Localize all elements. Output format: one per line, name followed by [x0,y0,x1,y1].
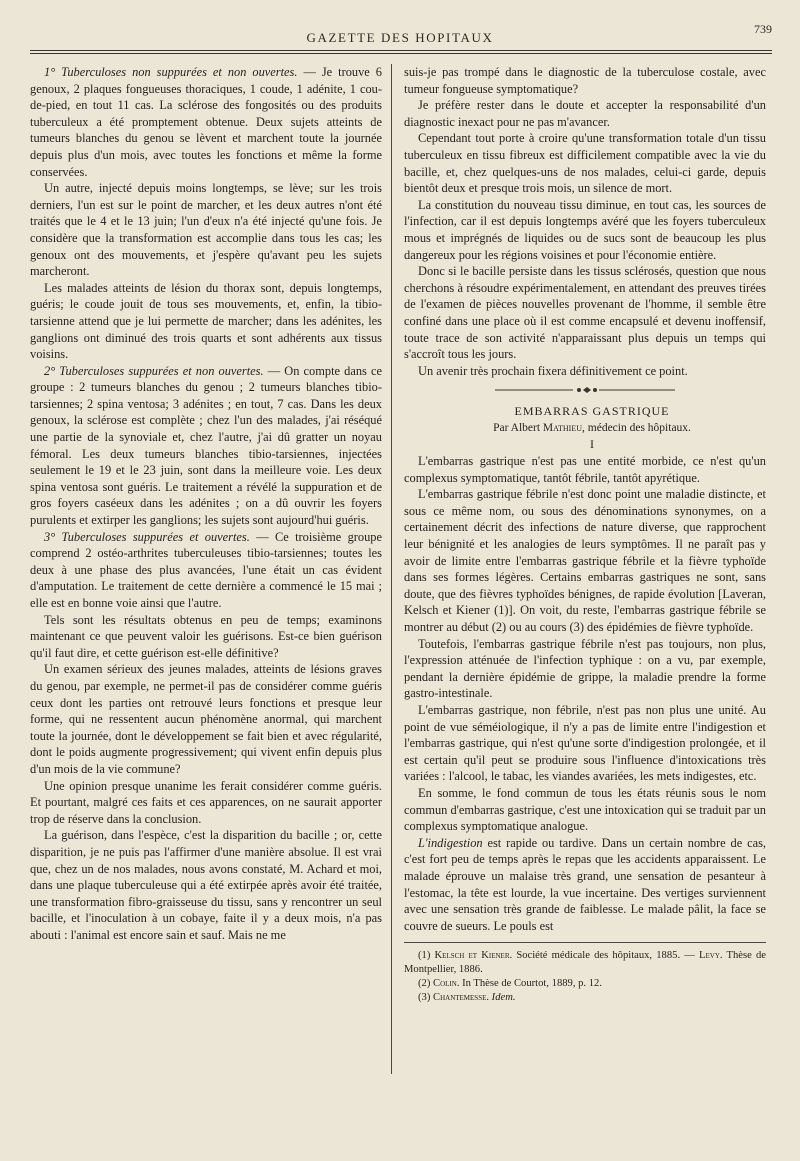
footnote-text: . Thèse de Montpellier, 1886. [404,950,766,976]
footnote [404,977,766,991]
footnotes [404,949,766,1005]
left-column [30,64,382,1074]
paragraph: Toutefois, l'embarras gastrique fébrile n'est pas toujours, non plus, l'expression atténuée de l'infection typhique : on a vu, par exemple, pendant la dernière épidémie de grippe, la maladie prendre la forme gastro-intestinale. [404,636,766,701]
paragraph: Un avenir très prochain fixera définitivement ce point. [418,363,688,378]
paragraph [404,835,766,935]
paragraph: Je préfère rester dans le doute et accepter la responsabilité d'un diagnostic inexact pour ne pas m'avancer. [404,98,766,129]
footnote-text: . Société médicale des hôpitaux, 1885. — [509,950,700,962]
paragraph: Un autre, injecté depuis moins longtemps, se lève; sur les trois derniers, l'un est sur le point de marcher, et les deux autres n'ont été traités que le 4 et le 13 juin; l'un d'eux n'a été injecté qu'une fois. Je considère que la transformation est accomplie dans tous les cas; les genoux ont des mouvements, et j'espère qu'avant peu les sujets marcheront. [30,181,382,279]
term: L'indigestion [418,835,483,850]
footnote-text: . [486,992,492,1004]
paragraph: Une opinion presque unanime les ferait considérer comme guéris. Et pourtant, malgré ces faits et ces apparences, on ne saurait apporter trop de réserve dans la conclusion. [30,778,382,826]
ornament-divider [495,385,675,395]
section-lead: 1° Tuberculoses non suppurées et non ouvertes. [44,65,298,79]
footnote-text: . In Thèse de Courtot, 1889, p. 12. [456,978,602,990]
footnote [404,949,766,977]
footnote-author: Colin [433,978,457,990]
journal-title: GAZETTE DES HOPITAUX [306,30,494,45]
footnote-author: Chantemesse [433,992,487,1004]
paragraph: La guérison, dans l'espèce, c'est la disparition du bacille ; or, cette disparition, je ne puis pas l'affirmer d'une manière absolue. Il est vrai que, chez un de nos malades, nous avons constaté, M. Achard et moi, dans une plaque tuberculeuse qui a été extirpée après avoir été traitée, une transformation fibro-graisseuse du tissu, sans y rencontrer un seul bacille, et l'inoculation à un cobaye, faite il y a deux mois, n'a pas abouti : l'animal est encore sain et sauf. Mais ne me [30,828,382,942]
footnote-number: (1) [418,950,435,962]
section-lead: 3° Tuberculoses suppurées et ouvertes. [44,529,250,544]
paragraph-text: est rapide ou tardive. Dans un certain nombre de cas, c'est fort peu de temps après le repas que les accidents apparaissent. Le malade éprouve un malaise très grand, une sensation de pesanteur à l'estomac, la tête est lourde, la vue incertaine. Des vertiges surviennent avec une sensation très grande de faiblesse. Le malade pâlit, la face se couvre de sueurs. Le pouls est [404,835,766,933]
paragraph: En somme, le fond commun de tous les états réunis sous le nom commun d'embarras gastrique, c'est une intoxication qui se traduit par un complexus symptomatique analogue. [404,785,766,834]
byline-prefix: Par Albert [493,421,543,434]
paragraph: suis-je pas trompé dans le diagnostic de la tuberculose costale, avec tumeur fongueuse symptomatique? [404,65,766,96]
footnote-rule [404,942,766,943]
paragraph: Un examen sérieux des jeunes malades, atteints de lésions graves du genou, par exemple, ne permet-il pas de considérer comme guéris ceux dont les parties ont retrouvé leurs fonctions et presque leur forme, qui ne ressentent aucun phénomène anormal, qui marchent toute la journée, dont le développement se fait bien et avec régularité, dont le poids augmente progressivement; qui vivent enfin depuis plus d'un mois de la vie commune? [30,662,382,776]
article-title: EMBARRAS GASTRIQUE [514,404,670,419]
paragraph-text: — Je trouve 6 genoux, 2 plaques fongueuses thoraciques, 1 coude, 1 adénite, 1 cou-de-pied, en tout 11 cas. La sclérose des fongosités ou des produits tuberculeux a été promptement obtenue. Deux sujets atteints de tumeurs blanches du genou se lèvent et marchent toute la journée depuis plus d'un mois, avec toutes les fonctions et même la forme conservées. [30,65,382,179]
paragraph: L'embarras gastrique n'est pas une entité morbide, ce n'est qu'un complexus symptomatique, tantôt fébrile, tantôt apyrétique. [404,454,766,485]
header-rule [30,50,772,51]
column-divider [391,64,392,1074]
page-number: 739 [754,22,772,36]
byline-suffix: , médecin des hôpitaux. [582,421,691,434]
footnote-author: Kelsch et Kiener [434,950,510,962]
paragraph [30,363,382,529]
footnote [404,991,766,1005]
byline [404,420,766,437]
paragraph: Les malades atteints de lésion du thorax sont, depuis longtemps, guéris; le coude jouit de tous ses mouvements, et, enfin, la tibio-tarsienne attend que je lui permette de marcher; dans les adénites, les ganglions ont diminué des trois quarts et sont adhérents aux tissus voisins. [30,280,382,362]
paragraph [30,64,382,180]
right-column [404,64,766,1074]
footnote-number: (3) [418,992,434,1004]
paragraph: La constitution du nouveau tissu diminue, en tout cas, les sources de l'infection, car il est depuis longtemps avéré que les foyers tuberculeux mous et imprégnés de liquides ou de sucs sont de beaucoup les plus dangereux pour les régions voisines et pour l'économie entière. [404,197,766,262]
paragraph [30,529,382,612]
footnote-number: (2) [418,978,434,990]
section-lead: 2° Tuberculoses suppurées et non ouvertes. [44,363,264,378]
paragraph: Donc si le bacille persiste dans les tissus sclérosés, question que nous cherchons à résoudre expérimentalement, en attendant des preuves tirées de l'examen de pièces nouvelles provenant de l'homme, il semble être confiné dans une place où il est comme encapsulé et devenu inoffensif, toute trace de son activité n'apparaissant plus depuis un temps qui s'accroît tous les jours. [404,264,766,362]
section-number: I [590,437,594,452]
header-rule-double [30,53,772,54]
paragraph: Cependant tout porte à croire qu'une transformation totale d'un tissu tuberculeux en tissu fibreux est difficilement compatible avec la vie du bacille, et, chez quelques-uns de nos malades, celui-ci garde, depuis bientôt deux et presque trois mois, un silence de mort. [404,131,766,196]
footnote-author: Levy [699,950,720,962]
paragraph-text: — Ce troisième groupe comprend 2 ostéo-arthrites tuberculeuses tibio-tarsiennes; toutes les deux à une phase des plus avancées, l'une était un cas évident d'amputation. Le traitement de cette dernière a commencé le 15 mai ; elle est en bonne voie ainsi que l'autre. [30,529,382,610]
paragraph: Tels sont les résultats obtenus en peu de temps; examinons maintenant ce que peuvent valoir les guérisons. Est-ce bien guérison qu'il faut dire, et cette guérison est-elle définitive? [30,612,382,660]
footnote-em: Idem. [491,992,516,1004]
paragraph: L'embarras gastrique fébrile n'est donc point une maladie distincte, et sous ce même nom, ou sous des dénominations synonymes, on a certainement décrit des infections de nature diverse, que rapprochent leur bénignité et les analogies de leurs symptômes. Il ne paraît pas y avoir de limite entre l'embarras gastrique fébrile et la fièvre typhoïde dans ses formes légères. Certains embarras gastriques ne sont, sans doute, que des fièvres typhoïdes bénignes, de rapide évolution [Laveran, Kelsch et Kiener (1)]. On voit, du reste, l'embarras gastrique fébrile se montrer au début (2) ou au cours (3) des épidémies de fièvre typhoïde. [404,487,766,634]
paragraph-text: — On compte dans ce groupe : 2 tumeurs blanches du genou ; 2 tumeurs blanches tibio-tarsiennes; 2 spina ventosa; 3 adénites ; en tout, 7 cas. Dans les deux genoux, la sclérose est complète ; chez l'un des malades, j'ai réséqué une partie de la synoviale et, chez l'autre, j'ai dû gratter un noyau fémoral. Les deux tumeurs blanches tibio-tarsiennes, injectées seulement le 19 et le 23 juin, sont dans la meilleure voie. Les deux spina ventosa sont guéris. Le traitement a révélé la suppuration et de gros foyers caséeux dans les adénites ; on a dû ouvrir les foyers purulents et extirper les ganglions; les sujets sont aujourd'hui guéris. [30,363,382,528]
paragraph: L'embarras gastrique, non fébrile, n'est pas non plus une unité. Au point de vue séméiologique, il n'y a pas de limite entre l'indigestion et l'embarras gastrique, qui n'est qu'une sorte d'indigestion prolongée, et il est certain qu'il peut se produire sous l'influence d'intoxications très variées : l'alcool, le tabac, les viandes avariées, les mets indigestes, etc. [404,702,766,784]
author-name: Mathieu [542,421,583,434]
page-header [0,16,800,46]
